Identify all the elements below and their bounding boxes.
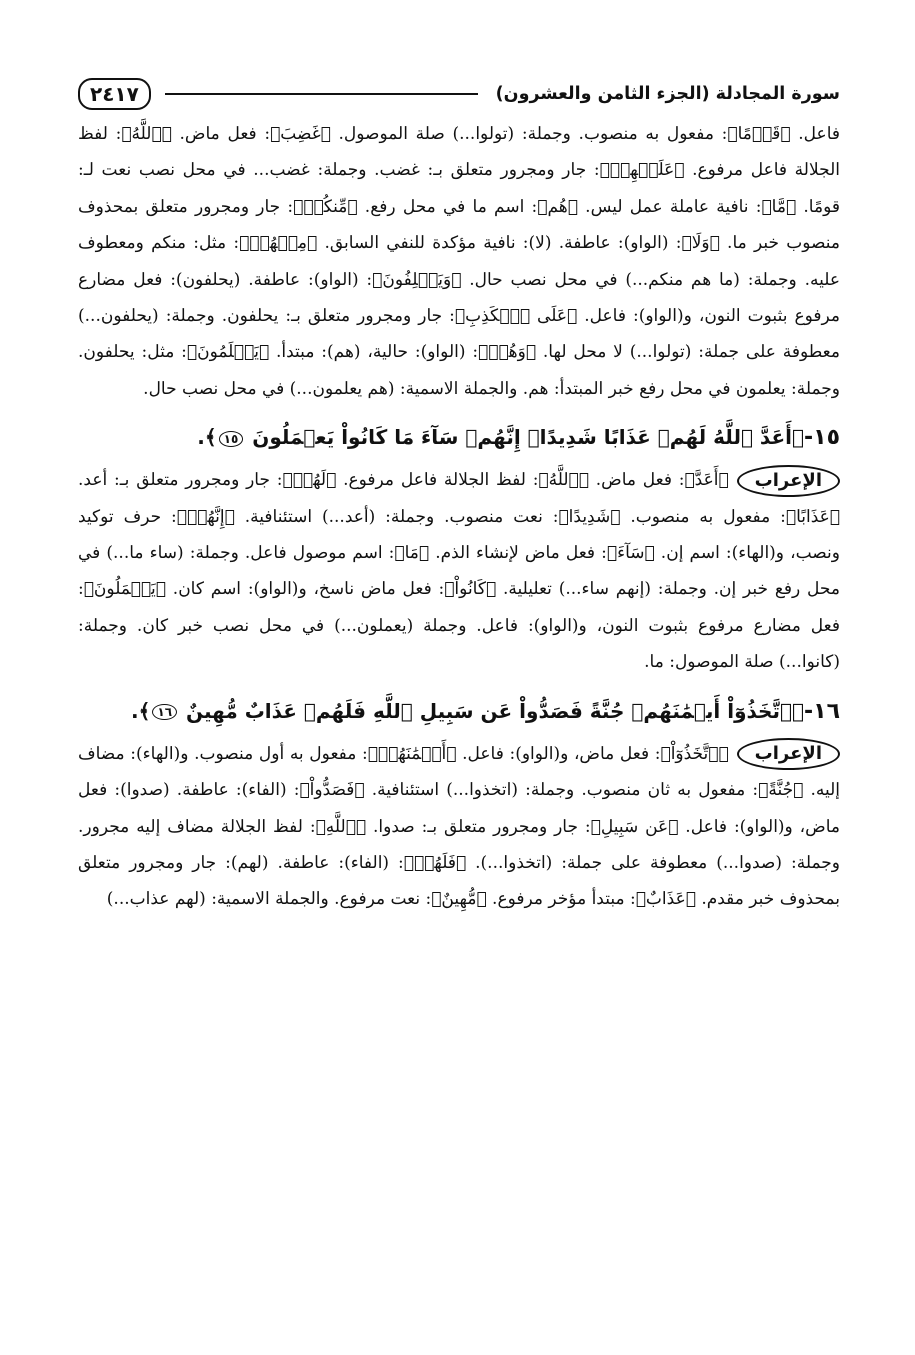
page-body (78, 72, 840, 1335)
ayah-number-marker: ١٥ (219, 431, 244, 447)
verse-number: ١٥- (804, 425, 840, 451)
irab-text: ﴿أَعَدَّ﴾: فعل ماض. ﴿ٱللَّهُ﴾: لفظ الجلالة فاعل مرفوع. ﴿لَهُمۡ﴾: جار ومجرور متعلق بـ: أعد. ﴿عَذَابًا﴾: مفعول به منصوب. ﴿شَدِيدًا﴾: نعت منصوب. وجملة: (أعد...) استئنافية. ﴿إِنَّهُمۡ﴾: حرف توكيد ونصب، و(الهاء): اسم إن. ﴿سَآءَ﴾: فعل ماض لإنشاء الذم. ﴿مَا﴾: اسم موصول فاعل. وجملة: (ساء ما...) في محل رفع خبر إن. وجملة: (إنهم ساء...) تعليلية. ﴿كَانُواْ﴾: فعل ماض ناسخ، و(الواو): اسم كان. ﴿يَعۡمَلُونَ﴾: فعل مضارع مرفوع بثبوت النون، و(الواو): فاعل. وجملة (يعملون...) في محل نصب خبر كان. وجملة: (كانوا...) صلة الموصول: ما. (78, 470, 840, 673)
verse-text: ﴿ٱتَّخَذُوٓاْ أَيۡمَٰنَهُمۡ جُنَّةً فَصَدُّواْ عَن سَبِيلِ ٱللَّهِ فَلَهُمۡ عَذَابٌ مُّهِينٌ (186, 698, 804, 723)
page-number: ٢٤١٧ (78, 78, 151, 110)
ayah-number-marker: ١٦ (152, 704, 177, 720)
irab-label: الإعراب (737, 738, 840, 770)
page-header (78, 72, 840, 116)
verse-text: ﴿أَعَدَّ ٱللَّهُ لَهُمۡ عَذَابًا شَدِيدًاۖ إِنَّهُمۡ سَآءَ مَا كَانُواْ يَعۡمَلُونَ (252, 425, 804, 450)
verse-16 (78, 699, 840, 724)
verse-number: ١٦- (804, 698, 840, 724)
page-title: سورة المجادلة (الجزء الثامن والعشرون) (495, 84, 840, 104)
verse-closing: ﴾. (197, 425, 217, 450)
irab-section-15 (78, 462, 840, 680)
irab-text: ﴿ٱتَّخَذُوٓاْ﴾: فعل ماض، و(الواو): فاعل. ﴿أَيۡمَٰنَهُمۡ﴾: مفعول به أول منصوب. و(الهاء): مضاف إليه. ﴿جُنَّةً﴾: مفعول به ثان منصوب. وجملة: (اتخذوا...) استئنافية. ﴿فَصَدُّواْ﴾: (الفاء): عاطفة. (صدوا): فعل ماض، و(الواو): فاعل. ﴿عَن سَبِيلِ﴾: جار ومجرور متعلق بـ: صدوا. ﴿ٱللَّهِ﴾: لفظ الجلالة مضاف إليه مجرور. وجملة: (صدوا...) معطوفة على جملة: (اتخذوا...). ﴿فَلَهُمۡ﴾: (الفاء): عاطفة. (لهم): جار ومجرور متعلق بمحذوف خبر مقدم. ﴿عَذَابٌ﴾: مبتدأ مؤخر مرفوع. ﴿مُّهِينٌ﴾: نعت مرفوع. والجملة الاسمية: (لهم عذاب...) (78, 743, 840, 910)
irab-label: الإعراب (737, 465, 840, 497)
verse-15 (78, 425, 840, 450)
commentary-paragraph: فاعل. ﴿قَوۡمًا﴾: مفعول به منصوب. وجملة: (تولوا...) صلة الموصول. ﴿غَضِبَ﴾: فعل ماض. ﴿ٱللَّهُ﴾: لفظ الجلالة فاعل مرفوع. ﴿عَلَيۡهِمۡ﴾: جار ومجرور متعلق بـ: غضب. وجملة: غضب... في محل نصب نعت لـ: قومًا. ﴿مَّا﴾: نافية عاملة عمل ليس. ﴿هُم﴾: اسم ما في محل رفع. ﴿مِّنكُمۡ﴾: جار ومجرور متعلق بمحذوف منصوب خبر ما. ﴿وَلَا﴾: (الواو): عاطفة. (لا): نافية مؤكدة للنفي السابق. ﴿مِنۡهُمۡ﴾: مثل: منكم ومعطوف عليه. وجملة: (ما هم منكم...) في محل نصب حال. ﴿وَيَحۡلِفُونَ﴾: (الواو): عاطفة. (يحلفون): فعل مضارع مرفوع بثبوت النون، و(الواو): فاعل. ﴿عَلَى ٱلۡكَذِبِ﴾: جار ومجرور متعلق بـ: يحلفون. وجملة: (يحلفون...) معطوفة على جملة: (تولوا...) لا محل لها. ﴿وَهُمۡ﴾: (الواو): حالية، (هم): مبتدأ. ﴿يَعۡلَمُونَ﴾: مثل: يحلفون. وجملة: يعلمون في محل رفع خبر المبتدأ: هم. والجملة الاسمية: (هم يعلمون...) في محل نصب حال. (78, 124, 841, 399)
irab-section-16 (78, 736, 840, 918)
verse-closing: ﴾. (131, 698, 151, 723)
header-divider (165, 93, 478, 95)
